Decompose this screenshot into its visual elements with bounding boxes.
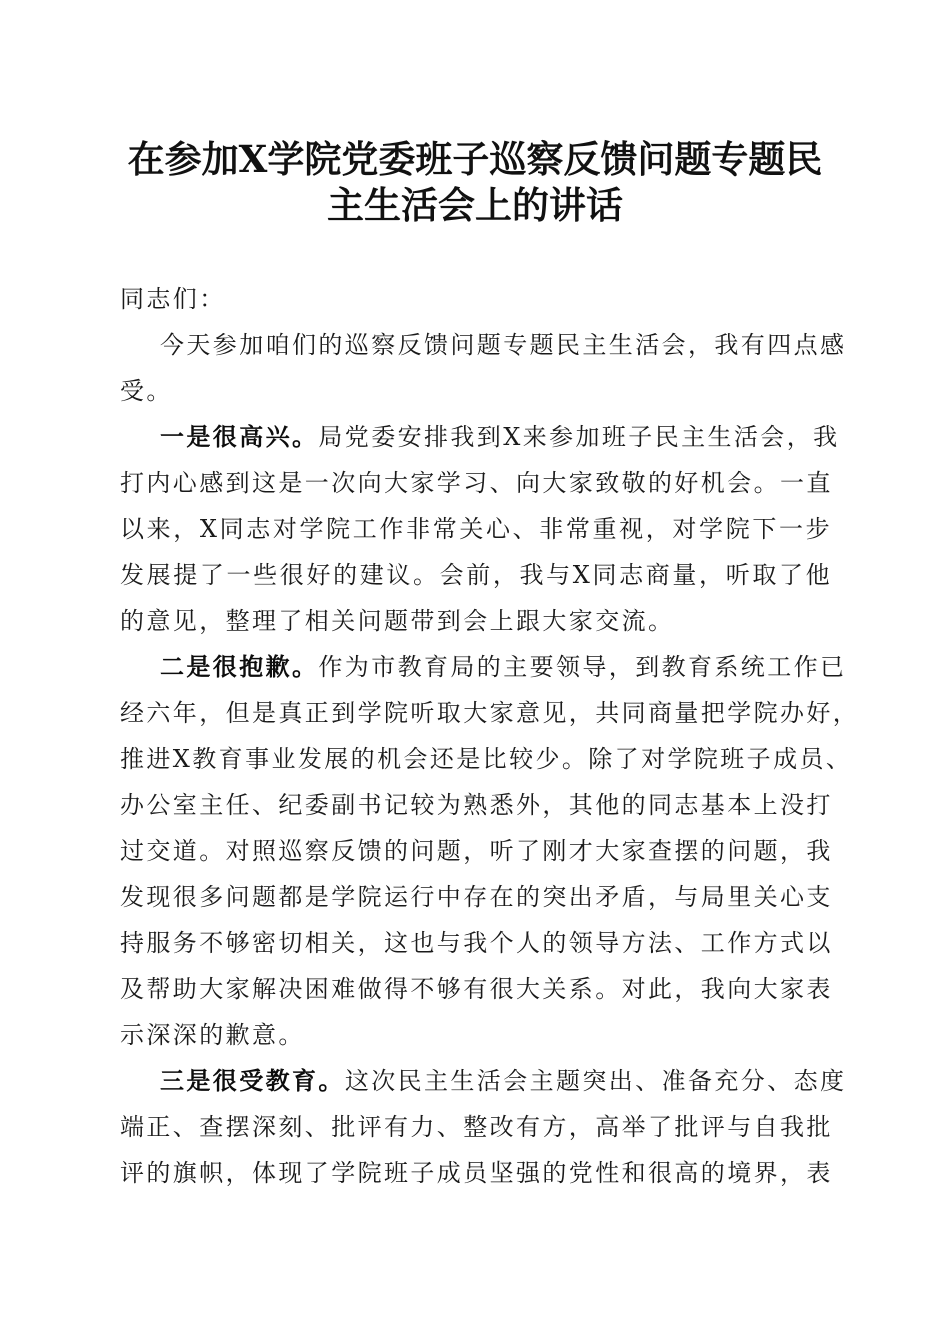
point-heading: 二是很抱歉。 [160,652,319,681]
paragraph-line: 评的旗帜，体现了学院班子成员坚强的党性和很高的境界，表 [120,1159,833,1187]
paragraph-line: 持服务不够密切相关，这也与我个人的领导方法、工作方式以 [120,929,833,957]
paragraph-line: 端正、查摆深刻、批评有力、整改有方，高举了批评与自我批 [120,1113,833,1141]
paragraph-point-three [120,1058,847,1196]
title-line-2: 主生活会上的讲话 [327,183,623,227]
paragraph-line: 发展提了一些很好的建议。会前，我与X同志商量，听取了他 [120,561,832,589]
paragraph-first-line [120,1058,847,1104]
paragraph-line: 及帮助大家解决困难做得不够有很大关系。对此，我向大家表 [120,975,833,1003]
paragraph-line: 发现很多问题都是学院运行中存在的突出矛盾，与局里关心支 [120,883,833,911]
paragraph-line: 受。 [120,377,173,405]
paragraph-line: 以来，X同志对学院工作非常关心、非常重视，对学院下一步 [120,515,832,543]
salutation: 同志们： [120,285,226,313]
paragraph-line: 今天参加咱们的巡察反馈问题专题民主生活会，我有四点感 [160,331,847,359]
paragraph-line-text: 局党委安排我到X来参加班子民主生活会，我 [318,423,840,451]
paragraph-line: 的意见，整理了相关问题带到会上跟大家交流。 [120,607,675,635]
paragraph-line: 打内心感到这是一次向大家学习、向大家致敬的好机会。一直 [120,469,833,497]
document-title [100,136,850,228]
paragraph-line-text: 这次民主生活会主题突出、准备充分、态度 [344,1067,847,1095]
paragraph-intro [120,322,847,414]
paragraph-line: 过交道。对照巡察反馈的问题，听了刚才大家查摆的问题，我 [120,837,833,865]
document-body [120,276,860,1196]
paragraph-first-line [120,644,847,690]
point-heading: 三是很受教育。 [160,1066,345,1095]
paragraph-first-line [120,414,840,460]
paragraph-point-one [120,414,840,644]
paragraph-line: 示深深的歉意。 [120,1021,305,1049]
paragraph-line: 推进X教育事业发展的机会还是比较少。除了对学院班子成员、 [120,745,853,773]
paragraph-line-text: 作为市教育局的主要领导，到教育系统工作已 [318,653,847,681]
paragraph-line: 办公室主任、纪委副书记较为熟悉外，其他的同志基本上没打 [120,791,833,819]
title-line-1: 在参加X学院党委班子巡察反馈问题专题民 [127,137,823,181]
paragraph-point-two [120,644,860,1058]
point-heading: 一是很高兴。 [160,422,319,451]
paragraph-line: 经六年，但是真正到学院听取大家意见，共同商量把学院办好， [120,699,860,727]
